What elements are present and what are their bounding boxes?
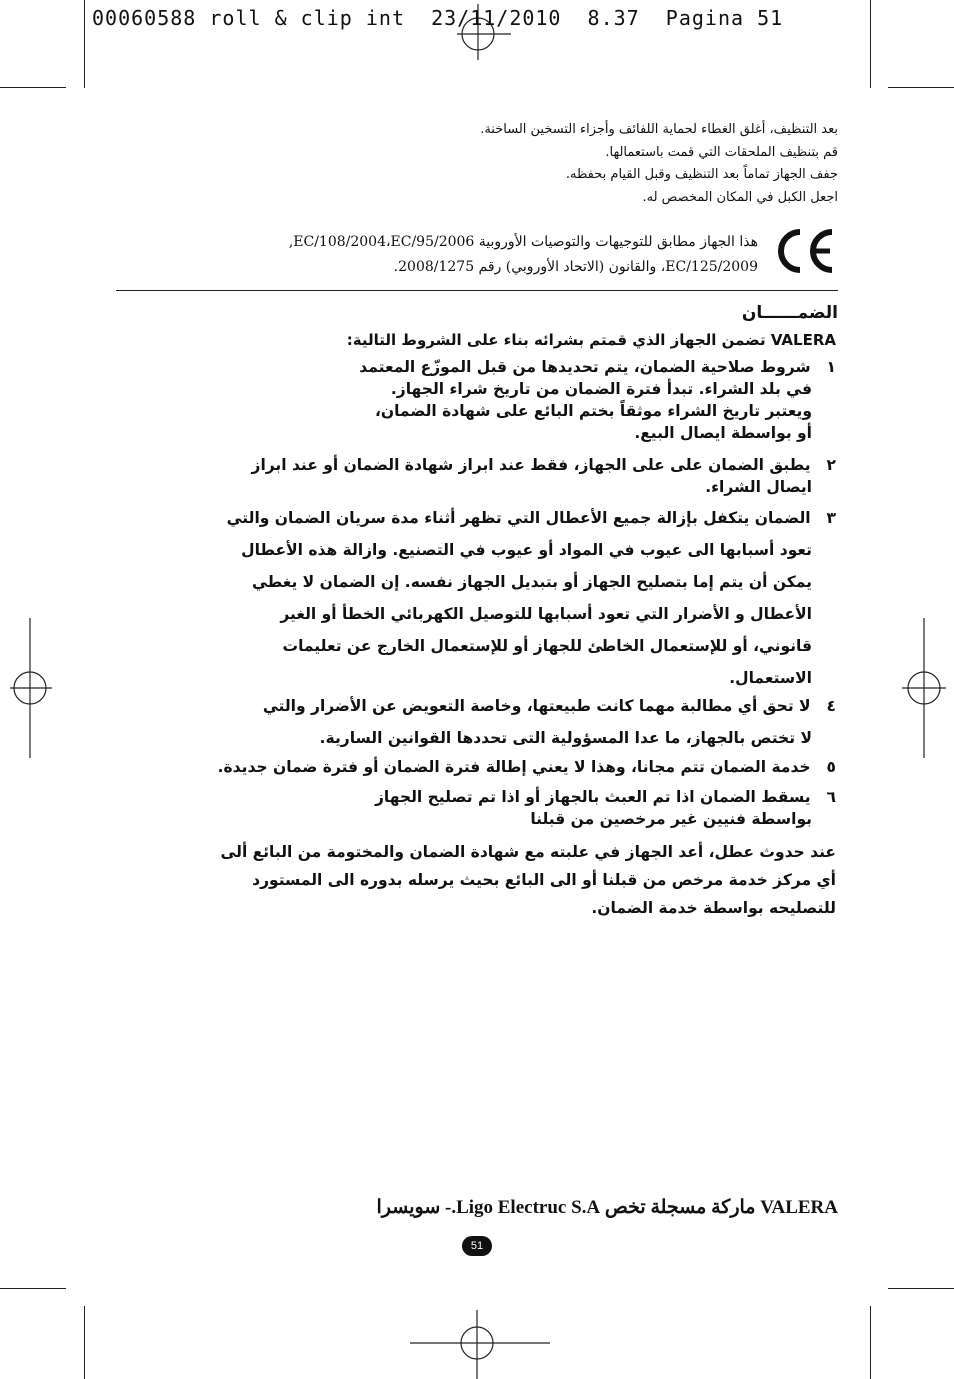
registration-mark-right xyxy=(894,618,954,758)
closing-line: عند حدوث عطل، أعد الجهاز في علبته مع شهادة الضمان والمختومة من البائع ألى xyxy=(220,843,836,861)
item-line: يسقط الضمان اذا تم العبث بالجهاز أو اذا تم تصليح الجهاز xyxy=(374,788,811,806)
item-line: الضمان يتكفل بإزالة جميع الأعطال التي تظهر أثناء مدة سريان الضمان والتي xyxy=(226,509,811,527)
print-slug: 00060588 roll & clip int 23/11/2010 8.37 Pagina 51 xyxy=(92,6,784,30)
crop-mark xyxy=(870,0,871,88)
compliance-line: EC/125/2009، والقانون (الاتحاد الأوروبي) رقم 2008/1275. xyxy=(393,259,758,275)
closing-line: للتصليحه بواسطة خدمة الضمان. xyxy=(591,899,836,917)
item-line: أو بواسطة ايصال البيع. xyxy=(634,424,812,442)
warranty-item xyxy=(216,356,836,444)
item-line: خدمة الضمان تتم مجانا، وهذا لا يعني إطالة فترة الضمان أو فترة ضمان جديدة. xyxy=(217,758,811,776)
item-line: في بلد الشراء. تبدأ فترة الضمان من تاريخ شراء الجهاز. xyxy=(390,380,812,398)
warranty-item xyxy=(216,454,836,498)
item-line: ويعتبر تاريخ الشراء موثقاً بختم البائع على شهادة الضمان، xyxy=(374,402,812,420)
crop-mark xyxy=(870,1306,871,1379)
item-line: لا تحق أي مطالبة مهما كانت طبيعتها، وخاصة التعويض عن الأضرار والتي xyxy=(262,697,811,715)
care-line: جفف الجهاز تماماً بعد التنظيف وقبل القيام بحفظه. xyxy=(565,167,838,182)
ce-mark-icon xyxy=(774,226,838,276)
warranty-item xyxy=(216,786,836,830)
registration-mark-left xyxy=(0,618,60,758)
item-line: لا تختص بالجهاز، ما عدا المسؤولية التى تحددها القوانين السارية. xyxy=(319,729,812,747)
closing-line: أي مركز خدمة مرخص من قبلنا أو الى البائع بحيث يرسله بدوره الى المستورد xyxy=(252,871,836,889)
item-line: الأعطال و الأضرار التي تعود أسبابها للتوصيل الكهربائي الخطأ أو الغير xyxy=(280,605,812,623)
item-line: ايصال الشراء. xyxy=(705,478,812,496)
registration-mark-bottom xyxy=(410,1310,550,1379)
item-line: قانوني، أو للإستعمال الخاطئ للجهاز أو للإستعمال الخارج عن تعليمات xyxy=(282,637,812,655)
item-number: ٤ xyxy=(826,697,836,715)
crop-mark xyxy=(0,1288,66,1289)
crop-mark xyxy=(84,0,85,88)
item-number: ٣ xyxy=(826,509,836,527)
warranty-item xyxy=(216,690,836,754)
compliance-line: هذا الجهاز مطابق للتوجيهات والتوصيات الأوروبية EC/108/2004،EC/95/2006, xyxy=(288,234,758,250)
item-number: ٢ xyxy=(826,456,836,474)
warranty-title: الضمــــــان xyxy=(741,303,838,323)
item-number: ٥ xyxy=(826,758,836,776)
item-line: يطبق الضمان على على الجهاز، فقط عند ابراز شهادة الضمان أو عند ابراز xyxy=(251,456,811,474)
warranty-item xyxy=(216,502,836,694)
crop-mark xyxy=(888,1288,954,1289)
warranty-closing xyxy=(216,838,836,922)
warranty-intro: VALERA تضمن الجهاز الذي قمتم بشرائه بناء على الشروط التالية: xyxy=(346,331,836,349)
item-line: بواسطة فنيين غير مرخصين من قبلنا xyxy=(530,810,812,828)
crop-mark xyxy=(84,1306,85,1379)
section-divider xyxy=(116,290,838,291)
crop-mark xyxy=(888,87,954,88)
item-line: شروط صلاحية الضمان، يتم تحديدها من قبل الموزّع المعتمد xyxy=(359,358,811,376)
item-number: ١ xyxy=(826,358,836,376)
item-line: يمكن أن يتم إما بتصليح الجهاز أو بتبديل الجهاز نفسه. إن الضمان لا يغطي xyxy=(251,573,812,591)
compliance-text xyxy=(238,230,758,280)
item-line: تعود أسبابها الى عيوب في المواد أو عيوب في التصنيع. وازالة هذه الأعطال xyxy=(241,541,812,559)
care-line: اجعل الكبل في المكان المخصص له. xyxy=(642,189,838,205)
care-line: قم بتنظيف الملحقات التي قمت باستعمالها. xyxy=(605,144,838,160)
crop-mark xyxy=(0,87,66,88)
page-number: 51 xyxy=(462,1236,492,1256)
warranty-item xyxy=(216,756,836,778)
item-line: الاستعمال. xyxy=(729,669,812,687)
care-line: بعد التنظيف، أغلق الغطاء لحماية اللفائف وأجزاء التسخين الساخنة. xyxy=(480,122,838,137)
item-number: ٦ xyxy=(826,788,836,806)
brand-footer: VALERA ماركة مسجلة تخص Ligo Electruc S.A.- سويسرا xyxy=(376,1197,838,1218)
care-instructions xyxy=(318,119,838,209)
